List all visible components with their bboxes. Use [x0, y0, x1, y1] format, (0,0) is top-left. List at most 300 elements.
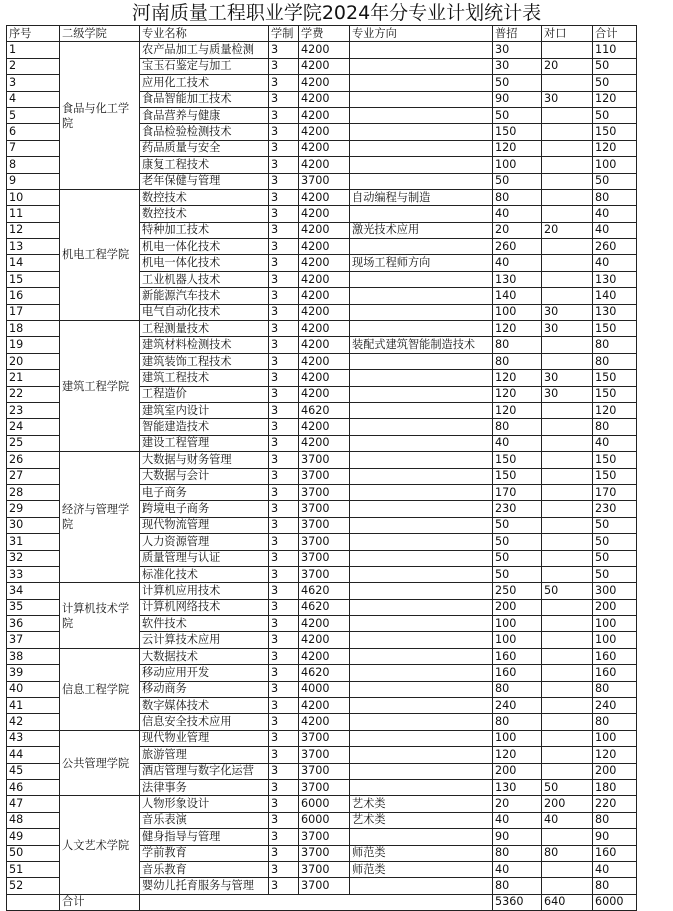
cell-total: 130 [593, 304, 637, 320]
cell-college: 机电工程学院 [60, 189, 140, 320]
cell-direction [350, 107, 493, 123]
cell-no: 24 [7, 419, 60, 435]
cell-fee: 4200 [299, 58, 350, 74]
header-row [7, 26, 637, 42]
cell-counter: 200 [542, 796, 593, 812]
cell-general: 100 [493, 157, 542, 173]
cell-total: 160 [593, 665, 637, 681]
cell-general: 240 [493, 698, 542, 714]
cell-direction [350, 550, 493, 566]
cell-major: 大数据与会计 [140, 468, 269, 484]
cell-total: 150 [593, 124, 637, 140]
cell-major: 计算机网络技术 [140, 599, 269, 615]
cell-no: 11 [7, 206, 60, 222]
cell-general: 120 [493, 140, 542, 156]
cell-counter [542, 271, 593, 287]
cell-fee: 6000 [299, 812, 350, 828]
cell-general: 150 [493, 124, 542, 140]
cell-general: 80 [493, 189, 542, 205]
cell-total: 110 [593, 42, 637, 58]
cell-no: 18 [7, 321, 60, 337]
cell-years: 3 [269, 206, 299, 222]
cell-no: 15 [7, 271, 60, 287]
cell-major: 大数据技术 [140, 648, 269, 664]
cell-direction [350, 763, 493, 779]
cell-direction [350, 386, 493, 402]
cell-college: 建筑工程学院 [60, 321, 140, 452]
cell-counter [542, 648, 593, 664]
cell-years: 3 [269, 157, 299, 173]
cell-major: 音乐教育 [140, 861, 269, 877]
header-general: 普招 [493, 26, 542, 42]
header-direction: 专业方向 [350, 26, 493, 42]
cell-counter: 50 [542, 779, 593, 795]
cell-major: 信息安全技术应用 [140, 714, 269, 730]
cell-direction [350, 91, 493, 107]
totals-spacer [140, 894, 493, 910]
cell-major: 法律事务 [140, 779, 269, 795]
cell-years: 3 [269, 402, 299, 418]
cell-years: 3 [269, 878, 299, 894]
cell-counter [542, 402, 593, 418]
cell-fee: 4200 [299, 42, 350, 58]
cell-years: 3 [269, 255, 299, 271]
cell-total: 80 [593, 878, 637, 894]
cell-total: 170 [593, 484, 637, 500]
cell-years: 3 [269, 222, 299, 238]
cell-no: 1 [7, 42, 60, 58]
cell-fee: 3700 [299, 566, 350, 582]
cell-fee: 3700 [299, 747, 350, 763]
cell-general: 30 [493, 58, 542, 74]
totals-counter: 640 [542, 894, 593, 910]
cell-college: 计算机技术学院 [60, 583, 140, 649]
cell-total: 50 [593, 75, 637, 91]
cell-counter [542, 353, 593, 369]
cell-no: 21 [7, 370, 60, 386]
cell-general: 230 [493, 501, 542, 517]
cell-fee: 4620 [299, 402, 350, 418]
cell-general: 150 [493, 452, 542, 468]
cell-no: 2 [7, 58, 60, 74]
cell-major: 食品智能加工技术 [140, 91, 269, 107]
cell-direction: 艺术类 [350, 796, 493, 812]
cell-direction [350, 534, 493, 550]
cell-years: 3 [269, 517, 299, 533]
cell-major: 药品质量与安全 [140, 140, 269, 156]
cell-total: 140 [593, 288, 637, 304]
cell-no: 52 [7, 878, 60, 894]
cell-general: 80 [493, 845, 542, 861]
cell-direction [350, 124, 493, 140]
cell-general: 120 [493, 747, 542, 763]
cell-direction [350, 157, 493, 173]
cell-no: 8 [7, 157, 60, 173]
cell-fee: 3700 [299, 173, 350, 189]
table-row [7, 42, 637, 58]
cell-general: 170 [493, 484, 542, 500]
cell-major: 现代物流管理 [140, 517, 269, 533]
cell-total: 220 [593, 796, 637, 812]
cell-counter [542, 173, 593, 189]
cell-direction [350, 58, 493, 74]
cell-fee: 3700 [299, 730, 350, 746]
cell-direction [350, 239, 493, 255]
cell-fee: 3700 [299, 484, 350, 500]
cell-no: 17 [7, 304, 60, 320]
cell-years: 3 [269, 583, 299, 599]
cell-direction: 艺术类 [350, 812, 493, 828]
cell-years: 3 [269, 698, 299, 714]
cell-no: 45 [7, 763, 60, 779]
cell-years: 3 [269, 435, 299, 451]
cell-years: 3 [269, 730, 299, 746]
cell-counter [542, 632, 593, 648]
cell-total: 100 [593, 730, 637, 746]
cell-counter: 30 [542, 370, 593, 386]
cell-years: 3 [269, 648, 299, 664]
cell-years: 3 [269, 288, 299, 304]
cell-total: 50 [593, 566, 637, 582]
cell-total: 150 [593, 321, 637, 337]
cell-major: 农产品加工与质量检测 [140, 42, 269, 58]
cell-counter [542, 698, 593, 714]
cell-major: 工程造价 [140, 386, 269, 402]
cell-fee: 4200 [299, 632, 350, 648]
cell-years: 3 [269, 616, 299, 632]
cell-years: 3 [269, 747, 299, 763]
cell-total: 120 [593, 402, 637, 418]
cell-no: 25 [7, 435, 60, 451]
cell-major: 云计算技术应用 [140, 632, 269, 648]
cell-fee: 4200 [299, 419, 350, 435]
cell-fee: 4200 [299, 616, 350, 632]
cell-counter [542, 337, 593, 353]
cell-direction: 自动编程与制造 [350, 189, 493, 205]
totals-total: 6000 [593, 894, 637, 910]
cell-major: 食品检验检测技术 [140, 124, 269, 140]
cell-counter [542, 763, 593, 779]
cell-counter [542, 140, 593, 156]
cell-fee: 3700 [299, 517, 350, 533]
cell-direction [350, 730, 493, 746]
cell-total: 80 [593, 189, 637, 205]
cell-fee: 3700 [299, 550, 350, 566]
cell-direction [350, 75, 493, 91]
cell-direction [350, 304, 493, 320]
cell-general: 50 [493, 517, 542, 533]
cell-no: 34 [7, 583, 60, 599]
cell-major: 工业机器人技术 [140, 271, 269, 287]
cell-fee: 4200 [299, 370, 350, 386]
cell-total: 50 [593, 517, 637, 533]
cell-counter [542, 468, 593, 484]
cell-general: 160 [493, 665, 542, 681]
cell-counter [542, 599, 593, 615]
cell-college: 信息工程学院 [60, 648, 140, 730]
cell-fee: 4200 [299, 157, 350, 173]
cell-years: 3 [269, 599, 299, 615]
cell-major: 质量管理与认证 [140, 550, 269, 566]
cell-general: 140 [493, 288, 542, 304]
cell-fee: 4200 [299, 435, 350, 451]
cell-counter: 20 [542, 222, 593, 238]
cell-no: 30 [7, 517, 60, 533]
header-college: 二级学院 [60, 26, 140, 42]
cell-counter [542, 189, 593, 205]
cell-major: 酒店管理与数字化运营 [140, 763, 269, 779]
cell-general: 260 [493, 239, 542, 255]
cell-total: 150 [593, 370, 637, 386]
cell-general: 50 [493, 173, 542, 189]
cell-no: 23 [7, 402, 60, 418]
cell-major: 建筑室内设计 [140, 402, 269, 418]
cell-fee: 6000 [299, 796, 350, 812]
cell-total: 90 [593, 829, 637, 845]
cell-counter [542, 288, 593, 304]
cell-years: 3 [269, 829, 299, 845]
cell-years: 3 [269, 58, 299, 74]
cell-years: 3 [269, 321, 299, 337]
cell-years: 3 [269, 353, 299, 369]
cell-counter: 50 [542, 583, 593, 599]
cell-counter [542, 517, 593, 533]
cell-fee: 3700 [299, 845, 350, 861]
cell-years: 3 [269, 271, 299, 287]
cell-total: 100 [593, 616, 637, 632]
table-row [7, 730, 637, 746]
cell-major: 建设工程管理 [140, 435, 269, 451]
cell-total: 100 [593, 157, 637, 173]
cell-counter [542, 534, 593, 550]
cell-college: 公共管理学院 [60, 730, 140, 796]
cell-general: 160 [493, 648, 542, 664]
cell-fee: 3700 [299, 829, 350, 845]
cell-major: 移动应用开发 [140, 665, 269, 681]
cell-direction [350, 288, 493, 304]
cell-total: 80 [593, 812, 637, 828]
cell-general: 100 [493, 730, 542, 746]
cell-major: 软件技术 [140, 616, 269, 632]
cell-years: 3 [269, 484, 299, 500]
header-major: 专业名称 [140, 26, 269, 42]
cell-years: 3 [269, 419, 299, 435]
cell-counter [542, 206, 593, 222]
cell-major: 新能源汽车技术 [140, 288, 269, 304]
totals-label: 合计 [60, 894, 140, 910]
cell-years: 3 [269, 779, 299, 795]
cell-general: 120 [493, 386, 542, 402]
cell-major: 建筑工程技术 [140, 370, 269, 386]
header-years: 学制 [269, 26, 299, 42]
cell-fee: 4200 [299, 239, 350, 255]
cell-no: 19 [7, 337, 60, 353]
cell-no: 16 [7, 288, 60, 304]
cell-major: 人物形象设计 [140, 796, 269, 812]
cell-counter [542, 730, 593, 746]
cell-major: 电气自动化技术 [140, 304, 269, 320]
cell-direction [350, 517, 493, 533]
cell-general: 50 [493, 75, 542, 91]
cell-years: 3 [269, 812, 299, 828]
cell-years: 3 [269, 239, 299, 255]
cell-no: 9 [7, 173, 60, 189]
cell-years: 3 [269, 566, 299, 582]
cell-total: 160 [593, 648, 637, 664]
cell-total: 80 [593, 681, 637, 697]
cell-major: 应用化工技术 [140, 75, 269, 91]
cell-major: 婴幼儿托育服务与管理 [140, 878, 269, 894]
cell-no: 22 [7, 386, 60, 402]
cell-major: 数控技术 [140, 206, 269, 222]
cell-counter [542, 878, 593, 894]
cell-total: 40 [593, 222, 637, 238]
cell-major: 数字媒体技术 [140, 698, 269, 714]
cell-total: 230 [593, 501, 637, 517]
cell-fee: 4200 [299, 124, 350, 140]
cell-fee: 3700 [299, 861, 350, 877]
cell-no: 33 [7, 566, 60, 582]
cell-no: 42 [7, 714, 60, 730]
cell-no: 26 [7, 452, 60, 468]
cell-general: 50 [493, 534, 542, 550]
page-title: 河南质量工程职业学院2024年分专业计划统计表 [131, 2, 542, 24]
cell-no: 47 [7, 796, 60, 812]
cell-fee: 4620 [299, 665, 350, 681]
cell-total: 80 [593, 714, 637, 730]
header-no: 序号 [7, 26, 60, 42]
cell-fee: 4200 [299, 222, 350, 238]
cell-major: 建筑装饰工程技术 [140, 353, 269, 369]
cell-major: 特种加工技术 [140, 222, 269, 238]
cell-years: 3 [269, 140, 299, 156]
cell-major: 人力资源管理 [140, 534, 269, 550]
cell-general: 150 [493, 468, 542, 484]
cell-counter [542, 124, 593, 140]
cell-general: 20 [493, 796, 542, 812]
table-row [7, 321, 637, 337]
cell-counter [542, 714, 593, 730]
cell-general: 250 [493, 583, 542, 599]
cell-major: 康复工程技术 [140, 157, 269, 173]
cell-no: 39 [7, 665, 60, 681]
table-row [7, 452, 637, 468]
header-total: 合计 [593, 26, 637, 42]
cell-fee: 4200 [299, 304, 350, 320]
cell-years: 3 [269, 501, 299, 517]
cell-direction [350, 452, 493, 468]
cell-no: 44 [7, 747, 60, 763]
cell-no: 28 [7, 484, 60, 500]
cell-direction [350, 321, 493, 337]
cell-counter: 30 [542, 386, 593, 402]
cell-general: 40 [493, 812, 542, 828]
cell-direction [350, 206, 493, 222]
cell-total: 240 [593, 698, 637, 714]
cell-direction [350, 42, 493, 58]
cell-direction [350, 484, 493, 500]
cell-direction [350, 173, 493, 189]
cell-direction [350, 353, 493, 369]
cell-general: 80 [493, 681, 542, 697]
table-row [7, 796, 637, 812]
cell-total: 40 [593, 435, 637, 451]
cell-major: 工程测量技术 [140, 321, 269, 337]
cell-direction [350, 599, 493, 615]
cell-general: 130 [493, 271, 542, 287]
cell-counter [542, 681, 593, 697]
cell-total: 200 [593, 763, 637, 779]
plan-table [6, 25, 637, 911]
cell-fee: 3700 [299, 878, 350, 894]
cell-fee: 4200 [299, 206, 350, 222]
cell-general: 30 [493, 42, 542, 58]
header-counter: 对口 [542, 26, 593, 42]
cell-general: 200 [493, 599, 542, 615]
cell-general: 100 [493, 304, 542, 320]
table-body [7, 42, 637, 894]
cell-total: 40 [593, 206, 637, 222]
cell-counter: 30 [542, 321, 593, 337]
cell-counter: 20 [542, 58, 593, 74]
cell-no: 38 [7, 648, 60, 664]
cell-general: 80 [493, 419, 542, 435]
cell-fee: 4200 [299, 337, 350, 353]
cell-years: 3 [269, 763, 299, 779]
cell-general: 100 [493, 616, 542, 632]
cell-college: 食品与化工学院 [60, 42, 140, 190]
cell-no: 29 [7, 501, 60, 517]
cell-direction [350, 747, 493, 763]
cell-no: 40 [7, 681, 60, 697]
cell-no: 37 [7, 632, 60, 648]
cell-total: 40 [593, 861, 637, 877]
cell-fee: 4200 [299, 648, 350, 664]
cell-direction [350, 632, 493, 648]
cell-no: 50 [7, 845, 60, 861]
table-row [7, 648, 637, 664]
cell-total: 200 [593, 599, 637, 615]
cell-years: 3 [269, 452, 299, 468]
cell-years: 3 [269, 681, 299, 697]
cell-counter [542, 566, 593, 582]
cell-counter [542, 255, 593, 271]
cell-counter: 30 [542, 304, 593, 320]
cell-direction [350, 501, 493, 517]
cell-counter [542, 747, 593, 763]
cell-major: 机电一体化技术 [140, 255, 269, 271]
cell-fee: 4200 [299, 714, 350, 730]
cell-total: 40 [593, 255, 637, 271]
cell-fee: 4620 [299, 583, 350, 599]
cell-fee: 4200 [299, 75, 350, 91]
cell-years: 3 [269, 468, 299, 484]
cell-total: 80 [593, 419, 637, 435]
cell-no: 4 [7, 91, 60, 107]
cell-major: 电子商务 [140, 484, 269, 500]
cell-major: 智能建造技术 [140, 419, 269, 435]
cell-no: 41 [7, 698, 60, 714]
totals-general: 5360 [493, 894, 542, 910]
cell-fee: 4200 [299, 321, 350, 337]
cell-no: 20 [7, 353, 60, 369]
cell-total: 120 [593, 747, 637, 763]
totals-row [7, 894, 637, 910]
cell-direction [350, 468, 493, 484]
cell-years: 3 [269, 189, 299, 205]
cell-years: 3 [269, 75, 299, 91]
cell-major: 跨境电子商务 [140, 501, 269, 517]
